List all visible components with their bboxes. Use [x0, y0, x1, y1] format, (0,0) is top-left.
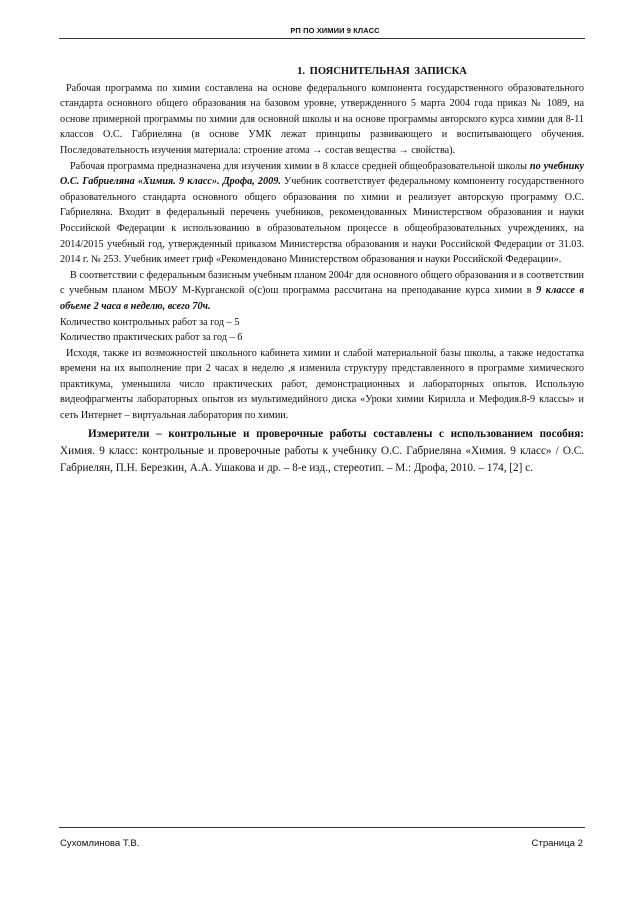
paragraph-program-basis: Рабочая программа по химии составлена на основе федерального компонента государственного образовательного стандарта основного общего образования на базовом уровне, утвержденного 5 марта 2004 года приказ № 1089, на основе примерной программы по химии для основной школы и на основе программы авторского курса химии для 8-11 классов О.С. Габриеляна (в основе УМК лежат принципы развивающего и воспитывающего обучения. Последовательность изучения материала: строение атома → состав вещества → свойства). — [60, 82, 584, 156]
section-heading: 1. ПОЯСНИТЕЛЬНАЯ ЗАПИСКА — [297, 66, 467, 77]
document-body — [60, 64, 584, 477]
paragraph-practicum-changes: Исходя, также из возможностей школьного кабинета химии и слабой материальной базы школы, а также недостатка времени на их выполнение при 2 часах в неделю ,я изменила структуру представленного в программе химического практикума, уменьшила число практических работ, демонстрационных и лабораторных опытов. Использую видеофрагменты лабораторных опытов из мультимедийного диска «Уроки химии Кирилла и Мефодия.8-9 классы» и сеть Интернет – виртуальная лаборатория по химии. — [60, 347, 584, 422]
paragraph-assessment-sources — [60, 426, 584, 478]
running-header: РП ПО ХИМИИ 9 КЛАСС — [290, 26, 380, 35]
assessment-heading: Измерители – контрольные и проверочные работы составлены с использованием пособия: — [88, 427, 584, 440]
footer-page-number: Страница 2 — [531, 838, 583, 849]
footer-divider — [59, 827, 585, 828]
assessment-reference: Химия. 9 класс: контрольные и проверочные работы к учебнику О.С. Габриеляна «Химия. 9 класс» / О.С. Габриелян, П.Н. Березкин, А.А. Ушакова и др. – 8-е изд., стереотип. – М.: Дрофа, 2010. – 174, [2] с. — [60, 444, 584, 475]
paragraph-program-purpose — [60, 159, 584, 268]
practical-works-count: Количество практических работ за год – 6 — [60, 332, 243, 344]
header-divider — [59, 38, 585, 39]
textbook-description: Учебник соответствует федеральному компоненту государственного образовательного стандарта основного общего образования по химии и реализует авторскую программу О.С. Габриеляна. Входит в федеральный перечень учебников, рекомендованных Министерством образования и науки Российской Федерации к использованию в образовательном процессе в общеобразовательных учреждениях, на 2014/2015 учебный год, утвержденный приказом Министерства образования и науки Российской Федерации от 31.03. 2014 г. № 253. Учебник имеет гриф «Рекомендовано Министерством образования и науки Российской Федерации». — [60, 176, 585, 266]
purpose-text: Рабочая программа предназначена для изучения химии в 8 классе средней общеобразовательной школы — [70, 160, 527, 172]
footer-author: Сухомлинова Т.В. — [60, 838, 140, 849]
study-plan-text: В соответствии с федеральным базисным учебным планом 2004г для основного общего образования и в соответствии с учебным планом МБОУ М-Курганской о(с)ош программа рассчитана на преподавание курса химии в — [60, 269, 584, 297]
textbook-reference: по учебнику О.С. Габриеляна «Химия. 9 класс». Дрофа, 2009. — [60, 160, 585, 188]
study-hours: 9 классе в объеме 2 часа в неделю, всего 70ч. — [60, 285, 585, 312]
paragraph-study-plan — [60, 268, 584, 315]
control-works-count: Количество контрольных работ за год – 5 — [60, 316, 240, 328]
